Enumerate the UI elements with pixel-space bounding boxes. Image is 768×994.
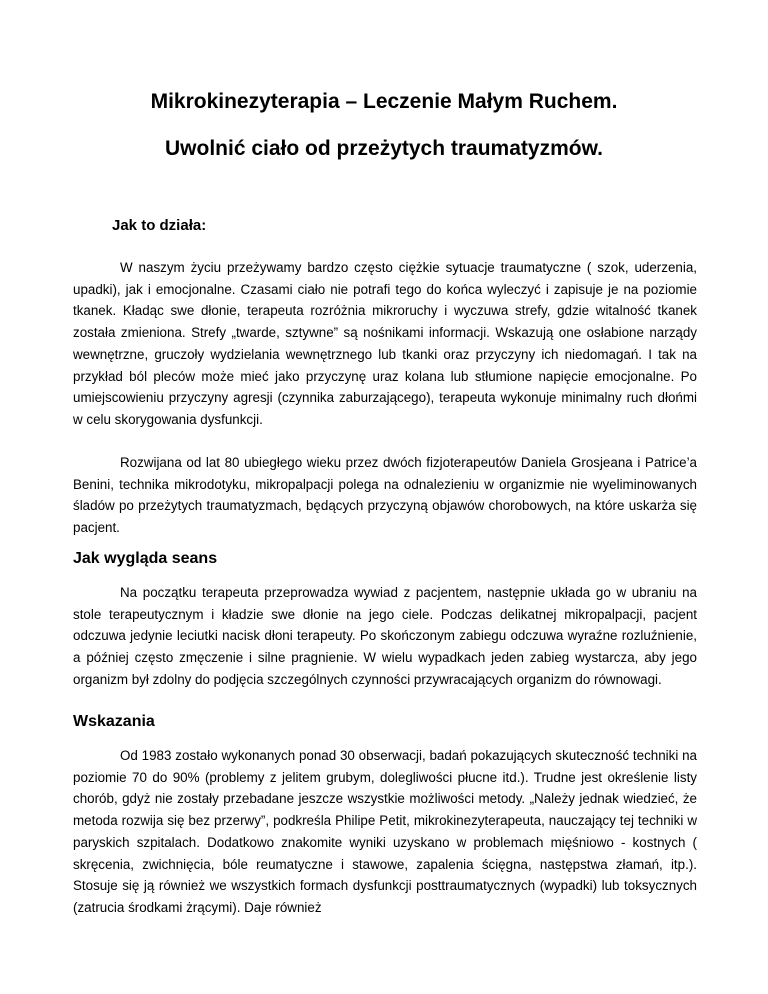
- paragraph-how-it-works-2: Rozwijana od lat 80 ubiegłego wieku przez dwóch fizjoterapeutów Daniela Grosjeana i Patrice’a Benini, technika mikrodotyku, mikropalpacji polega na odnalezieniu w organizmie nie wyeliminowanych śladów po przeżytych traumatyzmach, będących przyczyną objawów chorobowych, na które uskarża się pacjent.: [73, 455, 697, 536]
- section-heading-indications: Wskazania: [73, 713, 155, 730]
- section-heading-session: Jak wygląda seans: [73, 550, 218, 567]
- paragraph-indications: Od 1983 zostało wykonanych ponad 30 obserwacji, badań pokazujących skuteczność techniki na poziomie 70 do 90% (problemy z jelitem grubym, dolegliwości płucne itd.). Trudne jest określenie listy chorób, gdyż nie zostały przebadane jeszcze wszystkie możliwości metody. „Należy jednak wiedzieć, że metoda rozwija się bez przerwy”, podkreśla Philipe Petit, mikrokinezyterapeuta, nauczający tej techniki w paryskich szpitalach. Dodatkowo znakomite wyniki uzyskano w problemach mięśniowo - kostnych ( skręcenia, zwichnięcia, bóle reumatyczne i stawowe, zapalenia ścięgna, następstwa złamań, itp.). Stosuje się ją również we wszystkich formach dysfunkcji posttraumatycznych (wypadki) lub toksycznych (zatrucia środkami żrącymi). Daje również: [73, 748, 697, 915]
- section-heading-how-it-works: Jak to działa:: [112, 217, 207, 234]
- paragraph-session: Na początku terapeuta przeprowadza wywiad z pacjentem, następnie układa go w ubraniu na stole terapeutycznym i kładzie swe dłonie na jego ciele. Podczas delikatnej mikropalpacji, pacjent odczuwa jedynie leciutki nacisk dłoni terapeuty. Po skończonym zabiegu odczuwa wyraźne rozluźnienie, a później często zmęczenie i silne pragnienie. W wielu wypadkach jeden zabieg wystarcza, aby jego organizm był zdolny do podjęcia szczególnych czynności przywracających organizm do równowagi.: [73, 585, 697, 687]
- paragraph-how-it-works-1: W naszym życiu przeżywamy bardzo często ciężkie sytuacje traumatyczne ( szok, uderzenia, upadki), jak i emocjonalne. Czasami ciało nie potrafi tego do końca wyleczyć i zapisuje je na poziomie tkanek. Kładąc swe dłonie, terapeuta rozróżnia mikroruchy i wyczuwa strefy, gdzie witalność tkanek została zmieniona. Strefy „twarde, sztywne” są nośnikami informacji. Wskazują one osłabione narządy wewnętrzne, gruczoły wydzielania wewnętrznego lub tkanki oraz przyczyny ich niedomagań. I tak na przykład ból pleców może mieć jako przyczynę uraz kolana lub stłumione napięcie emocjonalne. Po umiejscowieniu przyczyny agresji (czynnika zaburzającego), terapeuta wykonuje minimalny ruch dłońmi w celu skorygowania dysfunkcji.: [73, 260, 697, 427]
- document-title: Mikrokinezyterapia – Leczenie Małym Ruchem.: [150, 90, 618, 113]
- document-subtitle: Uwolnić ciało od przeżytych traumatyzmów.: [165, 137, 603, 160]
